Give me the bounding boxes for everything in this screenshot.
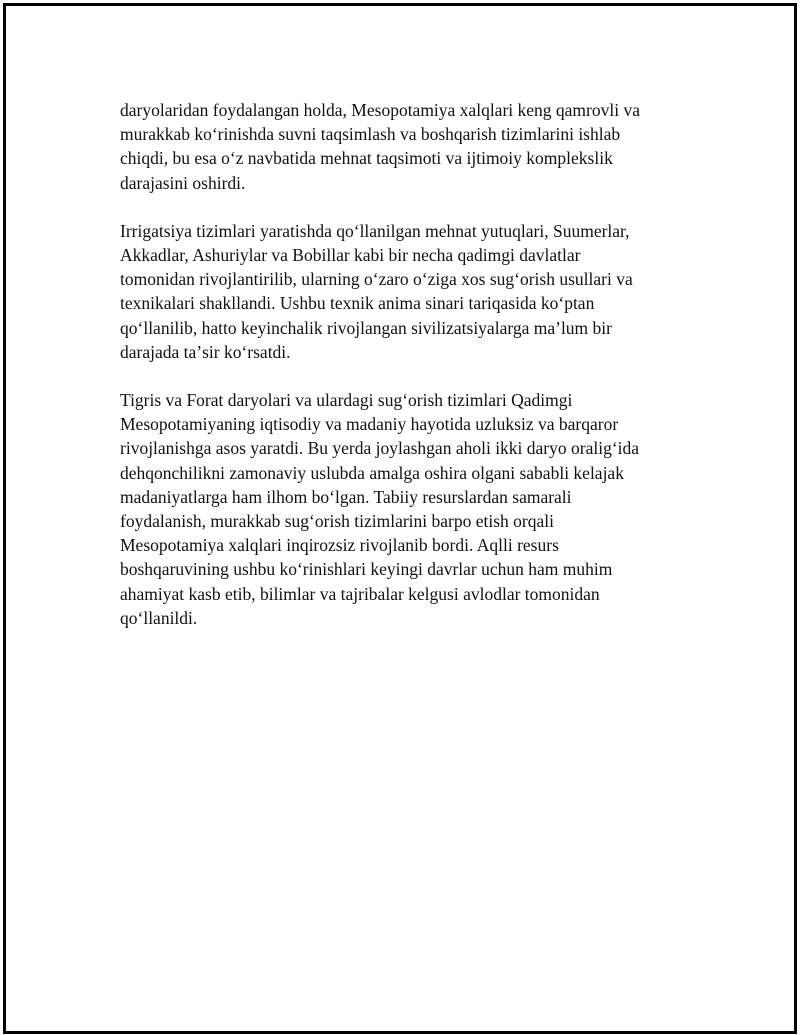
- text-line: madaniyatlarga ham ilhom boʻlgan. Tabiiy resurslardan samarali: [120, 486, 572, 507]
- text-line: dehqonchilikni zamonaviy uslubda amalga oshira olgani sababli kelajak: [120, 462, 624, 483]
- document-body: [120, 98, 680, 654]
- text-line: Irrigatsiya tizimlari yaratishda qoʻllanilgan mehnat yutuqlari, Suumerlar,: [120, 220, 630, 241]
- text-line: Mesopotamiya xalqlari inqirozsiz rivojlanib bordi. Aqlli resurs: [120, 535, 559, 556]
- text-line: darajasini oshirdi.: [120, 172, 246, 193]
- text-line: texnikalari shakllandi. Ushbu texnik anima sinari tariqasida koʻptan: [120, 293, 595, 314]
- text-line: darajada taʼsir koʻrsatdi.: [120, 341, 291, 362]
- text-line: foydalanish, murakkab sugʻorish tizimlarini barpo etish orqali: [120, 511, 554, 532]
- text-line: Mesopotamiyaning iqtisodiy va madaniy hayotida uzluksiz va barqaror: [120, 414, 619, 435]
- text-line: tomonidan rivojlantirilib, ularning oʻzaro oʻziga xos sugʻorish usullari va: [120, 269, 633, 290]
- text-line: Akkadlar, Ashuriylar va Bobillar kabi bir necha qadimgi davlatlar: [120, 245, 581, 266]
- text-line: rivojlanishga asos yaratdi. Bu yerda joylashgan aholi ikki daryo oraligʻida: [120, 438, 640, 459]
- text-line: ahamiyat kasb etib, bilimlar va tajribalar kelgusi avlodlar tomonidan: [120, 583, 600, 604]
- paragraph-1: [120, 98, 680, 195]
- text-line: chiqdi, bu esa oʻz navbatida mehnat taqsimoti va ijtimoiy komplekslik: [120, 148, 613, 169]
- text-line: Tigris va Forat daryolari va ulardagi sugʻorish tizimlari Qadimgi: [120, 390, 573, 411]
- text-line: boshqaruvining ushbu koʻrinishlari keyingi davrlar uchun ham muhim: [120, 559, 613, 580]
- paragraph-2: [120, 219, 680, 364]
- paragraph-3: [120, 388, 680, 630]
- text-line: murakkab koʻrinishda suvni taqsimlash va boshqarish tizimlarini ishlab: [120, 124, 621, 145]
- text-line: qoʻllanildi.: [120, 607, 198, 628]
- text-line: qoʻllanilib, hatto keyinchalik rivojlangan sivilizatsiyalarga maʼlum bir: [120, 317, 612, 338]
- text-line: daryolaridan foydalangan holda, Mesopotamiya xalqlari keng qamrovli va: [120, 100, 640, 120]
- page-frame: [3, 3, 797, 1034]
